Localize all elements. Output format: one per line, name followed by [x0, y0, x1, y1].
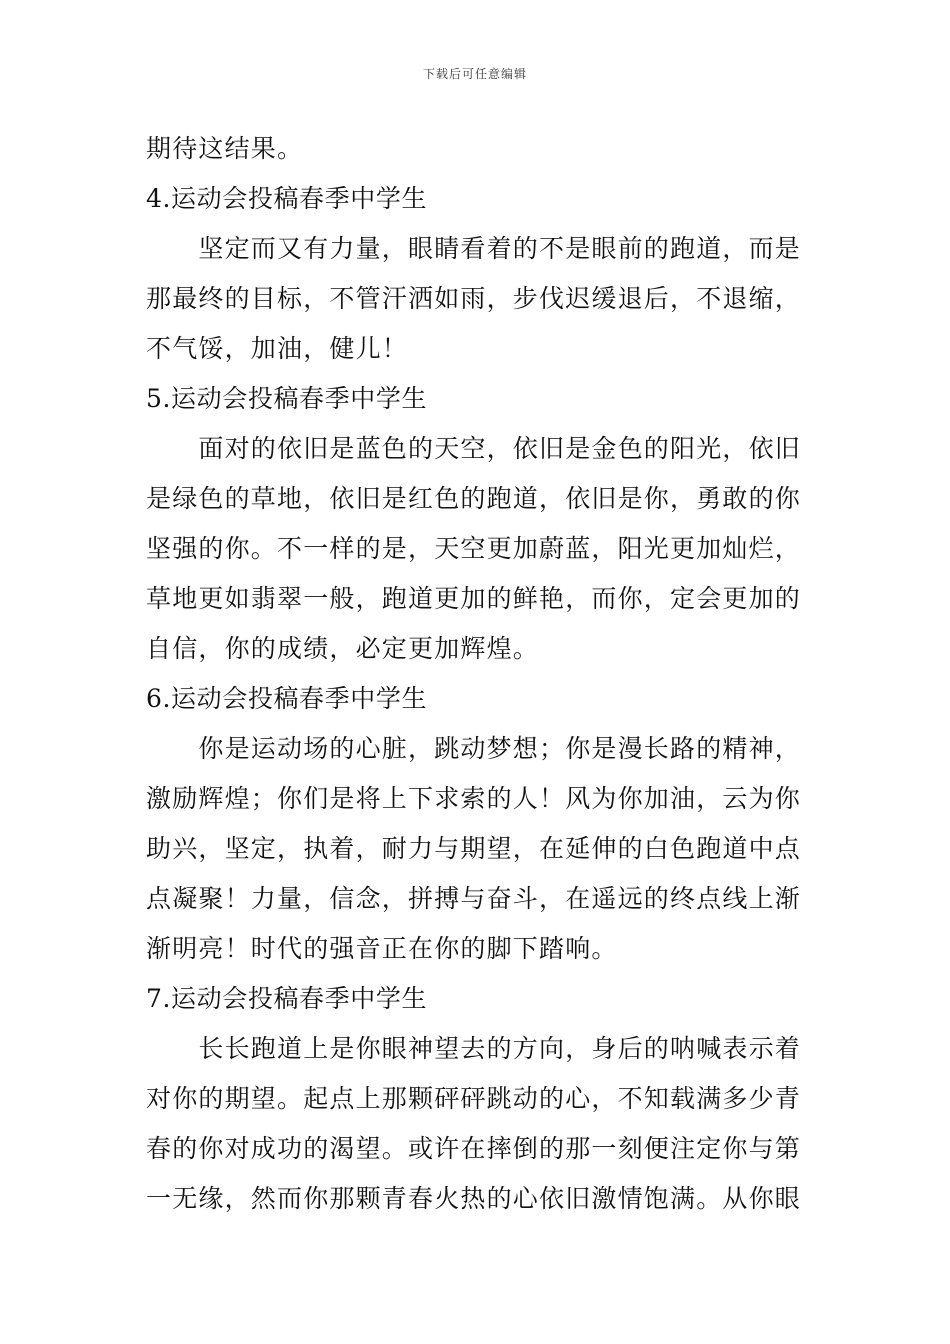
text-line: 那最终的目标，不管汗洒如雨，步伐迟缓退后，不退缩， — [146, 284, 802, 313]
text-line: 点凝聚！力量，信念，拼搏与奋斗，在遥远的终点线上渐 — [146, 884, 802, 913]
text-line: 是绿色的草地，依旧是红色的跑道，依旧是你，勇敢的你 — [146, 484, 802, 513]
page-header-note: 下载后可任意编辑 — [422, 67, 527, 81]
text-line: 自信，你的成绩，必定更加辉煌。 — [146, 634, 540, 663]
text-line: 坚定而又有力量，眼睛看着的不是眼前的跑道，而是 — [146, 234, 802, 263]
text-line: 面对的依旧是蓝色的天空，依旧是金色的阳光，依旧 — [146, 434, 802, 463]
text-line: 一无缘，然而你那颗青春火热的心依旧激情饱满。从你眼 — [146, 1184, 802, 1213]
text-line: 激励辉煌；你们是将上下求索的人！风为你加油，云为你 — [146, 784, 802, 813]
text-line: 你是运动场的心脏，跳动梦想；你是漫长路的精神， — [146, 734, 802, 763]
text-line: 对你的期望。起点上那颗砰砰跳动的心，不知载满多少青 — [146, 1084, 802, 1113]
section-heading: 7.运动会投稿春季中学生 — [146, 984, 428, 1013]
section-heading: 5.运动会投稿春季中学生 — [146, 384, 428, 413]
text-line: 不气馁，加油，健儿！ — [146, 334, 409, 363]
document-body — [146, 124, 808, 1224]
text-line: 渐明亮！时代的强音正在你的脚下踏响。 — [146, 934, 618, 963]
text-line: 春的你对成功的渴望。或许在摔倒的那一刻便注定你与第 — [146, 1134, 802, 1163]
section-heading: 4.运动会投稿春季中学生 — [146, 184, 428, 213]
text-line: 草地更如翡翠一般，跑道更加的鲜艳，而你，定会更加的 — [146, 584, 802, 613]
text-line: 助兴，坚定，执着，耐力与期望，在延伸的白色跑道中点 — [146, 834, 802, 863]
text-line: 长长跑道上是你眼神望去的方向，身后的呐喊表示着 — [146, 1034, 802, 1063]
section-heading: 6.运动会投稿春季中学生 — [146, 684, 428, 713]
text-line: 坚强的你。不一样的是，天空更加蔚蓝，阳光更加灿烂， — [146, 534, 802, 563]
text-line: 期待这结果。 — [146, 134, 304, 163]
